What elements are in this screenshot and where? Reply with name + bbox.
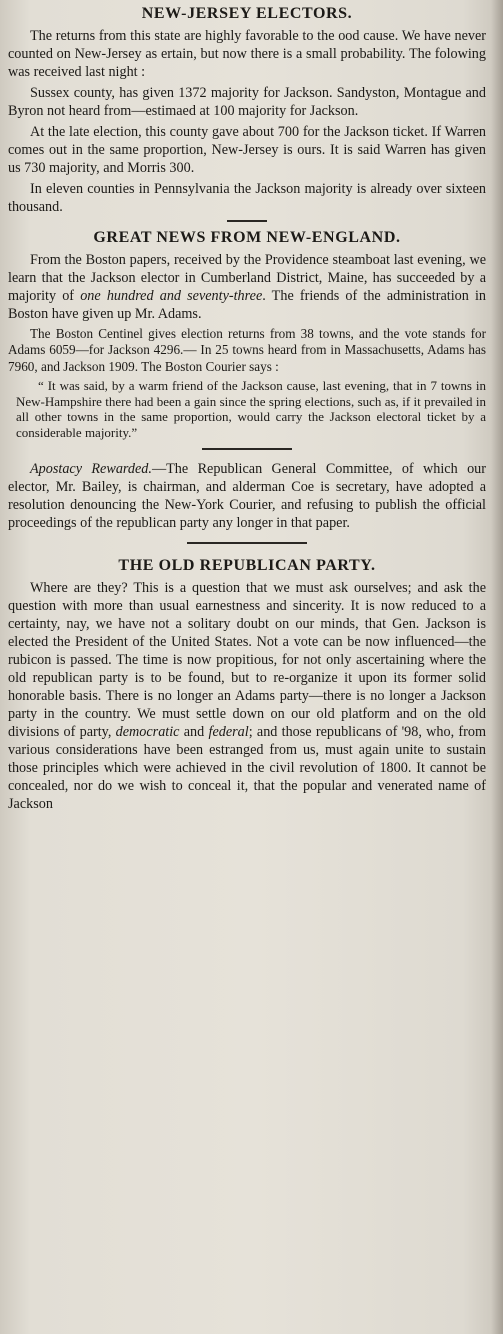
text: and [179,723,209,740]
emphasis: one hundred and seventy-three [80,287,263,304]
section-heading: THE OLD REPUBLICAN PARTY. [118,556,376,574]
section-old-republican-party [8,556,486,813]
section-great-news-new-england [8,228,486,441]
paragraph: At the late election, this county gave about 700 for the Jackson ticket. If Warren comes out in the same proportion, New-Jersey is ours. It is said Warren has given us 730 majority, and Morris 300. [8,124,486,176]
emphasis: democratic [115,723,180,740]
paragraph: The Boston Centinel gives election returns from 38 towns, and the vote stands for Adams 6059—for Jackson 4296.— In 25 towns heard from in Massachusetts, Adams has 7960, and Jackson 1909. The Boston Courier says : [8,325,486,374]
divider [227,220,267,222]
text: ; and those republicans of '98, who, from various considerations have been estranged from us, must again unite to sustain those principles which were achieved in the civil revolution of 1800. It cannot be concealed, nor do we wish to conceal it, that the popular and venerated name of Jackson [8,723,486,812]
paragraph: The returns from this state are highly favorable to the ood cause. We have never counted on New-Jersey as ertain, but now there is a small probability. The folowing was received last night : [8,28,486,80]
lead-title: Apostacy Rewarded. [30,460,152,477]
section-heading: GREAT NEWS FROM NEW-ENGLAND. [93,228,401,246]
paragraph: Sussex county, has given 1372 majority for Jackson. Sandyston, Montague and Byron not heard from—estimaed at 100 majority for Jackson. [8,85,486,119]
section-heading: NEW-JERSEY ELECTORS. [141,5,353,22]
text: Where are they? This is a question that we must ask ourselves; and ask the question with more than usual earnestness and sincerity. It is now reduced to a certainty, nay, we have not a solitary doubt on our minds, that Gen. Jackson is elected the President of the United States. Not a vote can be now influenced—the rubicon is passed. The time is now propitious, for not only ascertaining where the old republican party is to be found, but to re-organize it upon its former solid honorable basis. There is no longer an Adams party—there is no longer a Jackson party in the country. We must settle down on our old platform and on the old divisions of party, [8,579,486,740]
paragraph [8,251,486,323]
divider [187,542,307,544]
paragraph [8,579,486,813]
paragraph [8,460,486,532]
section-apostacy-rewarded [8,460,486,532]
emphasis: federal [208,723,249,740]
text: —The Republican General Committee, of which our elector, Mr. Bailey, is chairman, and alderman Coe is secretary, have adopted a resolution denouncing the New-York Courier, and refusing to publish the official proceedings of the republican party any longer in that paper. [8,460,486,531]
text: From the Boston papers, received by the Providence steamboat last evening, we learn that the Jackson elector in Cumberland District, Maine, has succeeded by a majority of [8,251,486,304]
text: . The friends of the administration in Boston have given up Mr. Adams. [8,287,487,322]
divider [202,448,292,450]
paragraph: In eleven counties in Pennsylvania the Jackson majority is already over sixteen thousand. [8,181,486,215]
quotation: “ It was said, by a warm friend of the Jackson cause, last evening, that in 7 towns in New-Hampshire there had been a gain since the spring elections, such as, if it prevailed in all other towns in the same proportion, would carry the Jackson electoral ticket by a considerable majority.” [16,378,486,440]
section-new-jersey-electors [8,4,486,216]
page-edge-shadow [491,0,503,1334]
newspaper-column [8,4,486,816]
